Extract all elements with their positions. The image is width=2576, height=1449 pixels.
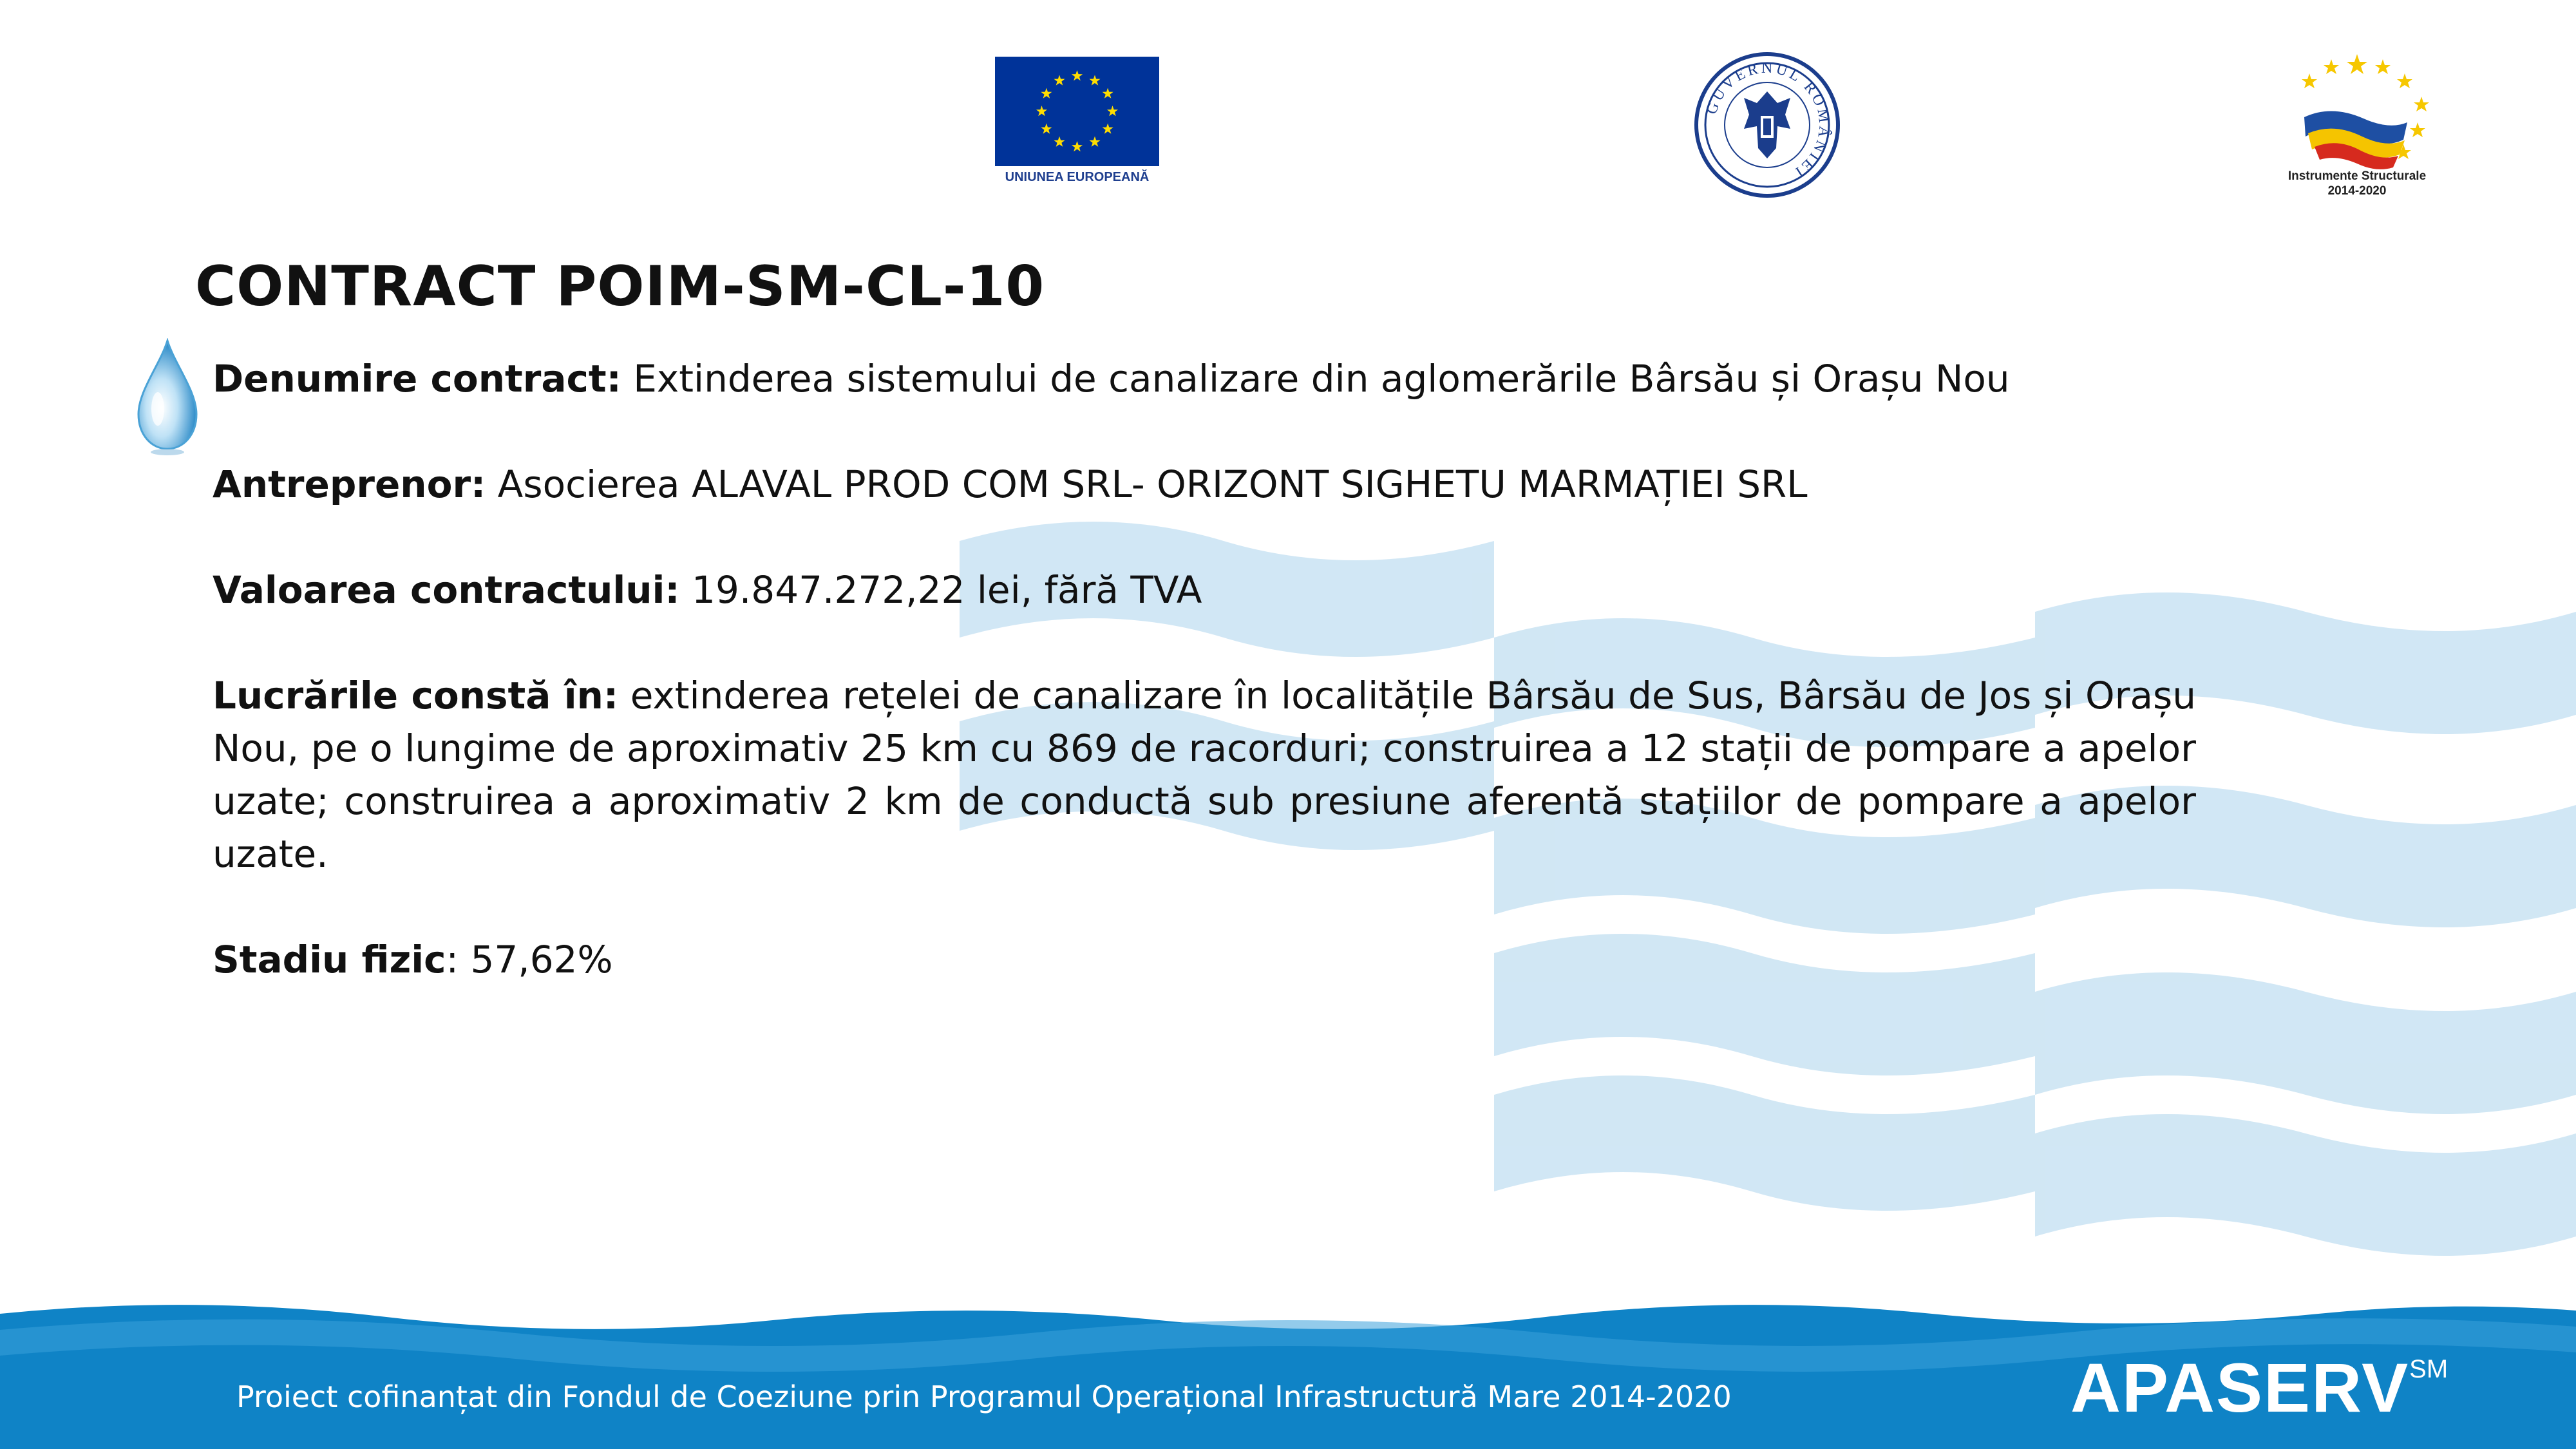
contract-value-label: Valoarea contractului: bbox=[213, 568, 680, 612]
wave-block bbox=[2035, 1114, 2576, 1256]
structural-instruments-caption-line2: 2014-2020 bbox=[2327, 184, 2387, 198]
wave-block bbox=[1494, 1075, 2035, 1211]
contract-name-label: Denumire contract: bbox=[213, 357, 621, 401]
page-title: CONTRACT POIM-SM-CL-10 bbox=[195, 254, 1045, 319]
contractor-value: Asocierea ALAVAL PROD COM SRL- ORIZONT SIGHETU MARMAȚIEI SRL bbox=[486, 462, 1808, 506]
gov-seal-text: GUVERNUL ROMÂNIEI bbox=[1703, 59, 1833, 182]
eu-logo bbox=[995, 57, 1159, 187]
contract-name-value: Extinderea sistemului de canalizare din aglomerările Bârsău și Orașu Nou bbox=[621, 357, 2010, 401]
contract-value-row bbox=[213, 564, 2196, 616]
contract-value-value: 19.847.272,22 lei, fără TVA bbox=[679, 568, 1202, 612]
progress-row bbox=[213, 933, 2196, 986]
contractor-row bbox=[213, 458, 2196, 511]
progress-value: : 57,62% bbox=[446, 938, 613, 981]
contract-name-row bbox=[213, 352, 2196, 405]
apaserv-brand-suffix: SM bbox=[2409, 1355, 2448, 1383]
structural-instruments-caption-line1: Instrumente Structurale bbox=[2287, 169, 2427, 183]
works-row bbox=[213, 669, 2196, 880]
contract-details bbox=[213, 352, 2196, 1039]
eu-flag-icon bbox=[995, 57, 1159, 166]
romanian-government-seal-icon bbox=[1694, 52, 1841, 198]
progress-label: Stadiu fizic bbox=[213, 938, 446, 981]
works-value: extinderea rețelei de canalizare în localitățile Bârsău de Sus, Bârsău de Jos și Orașu Nou, pe o lungime de aproximativ 25 km cu 869 de racorduri; construirea a 12 stații de pompare a apelor uzate; construirea a aproximativ 2 km de conductă sub presiune aferentă stațiilor de pompare a apelor uzate. bbox=[213, 674, 2196, 876]
footer-cofinancing-text: Proiect cofinanțat din Fondul de Coeziune prin Programul Operațional Infrastructură Mare 2014-2020 bbox=[236, 1379, 1732, 1414]
contractor-label: Antreprenor: bbox=[213, 462, 486, 506]
apaserv-brand: APASERV bbox=[2070, 1349, 2410, 1426]
eu-caption: UNIUNEA EUROPEANĂ bbox=[1005, 170, 1150, 184]
structural-instruments-caption bbox=[2267, 169, 2447, 198]
works-label: Lucrările constă în: bbox=[213, 674, 619, 717]
water-drop-icon bbox=[132, 338, 203, 457]
apaserv-logo bbox=[2070, 1347, 2448, 1428]
